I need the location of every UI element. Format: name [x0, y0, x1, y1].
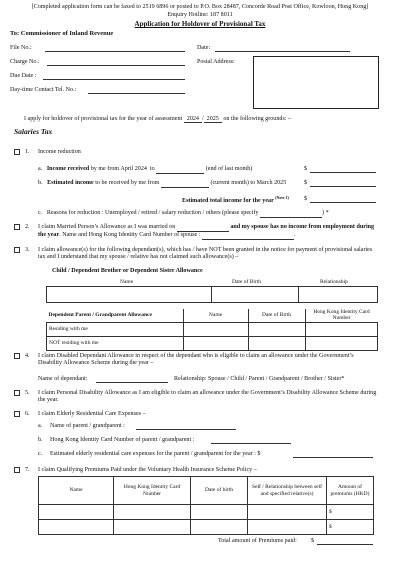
- dependant-name-label: Name of dependant:: [38, 376, 88, 382]
- s1c-row: c. Reasons for reduction : Unemployed / retired / salary reduction / others (please specify ) *: [38, 210, 329, 216]
- reason-specify-field[interactable]: [260, 210, 322, 218]
- parent-notresiding-dob[interactable]: [248, 336, 305, 350]
- estimated-total-label: Estimated total income for the year $^{(Note 1)}$: [182, 195, 289, 205]
- s6a-text: Name of parent / grandparent :: [50, 423, 125, 429]
- vhis-col-hkid: Hong Kong Identity Card Number: [114, 477, 191, 505]
- enquiry-hotline: Enquiry Hotline: 187 8011: [167, 12, 233, 18]
- vhis-total-label: Total amount of Premiums paid:: [218, 538, 297, 544]
- s2-text: I claim Married Person’s Allowance as I was married on and my spouse has no income from employment during the year. Name and Hong Kong Identity Card Number of spouse : .: [38, 224, 375, 238]
- s1-title: Income reduction: [38, 149, 81, 155]
- due-date-label: Due Date :: [10, 73, 37, 79]
- file-no-field[interactable]: [45, 51, 185, 52]
- charge-no-field[interactable]: [47, 65, 185, 66]
- vhis-row2-dob[interactable]: [191, 520, 248, 535]
- form-title: Application for Holdover of Provisional Tax: [134, 20, 266, 28]
- parent-notresiding-name[interactable]: [183, 336, 248, 350]
- parent-row-not-residing: NOT residing with me: [47, 336, 184, 350]
- child-relationship-cell[interactable]: [299, 287, 378, 303]
- parent-notresiding-hkid[interactable]: [305, 336, 378, 350]
- s7-num: 7.: [25, 467, 30, 473]
- parent-residing-dob[interactable]: [248, 322, 305, 336]
- vhis-row1-dob[interactable]: [191, 505, 248, 520]
- parent-name-field[interactable]: [136, 429, 236, 430]
- vhis-row2-hkid[interactable]: [114, 520, 191, 535]
- file-no-label: File No.:: [10, 45, 32, 51]
- marriage-date-field[interactable]: [177, 224, 229, 232]
- parent-col-name: Name: [183, 309, 248, 322]
- s1a-row: a. Income received by me from April 2024 to (end of last month): [38, 166, 253, 172]
- child-col-dob: Date of Birth: [232, 279, 262, 285]
- checkbox-married-person[interactable]: [14, 224, 20, 230]
- s4-num: 4.: [25, 353, 30, 359]
- spouse-name-id-field[interactable]: [202, 232, 294, 240]
- child-col-relationship: Relationship: [320, 279, 348, 285]
- child-allowance-table: [46, 286, 378, 303]
- vhis-row1-relationship[interactable]: [248, 505, 327, 520]
- addressee: To: Commissioner of Inland Revenue: [10, 30, 114, 37]
- vhis-total-dollar: $: [311, 538, 315, 544]
- parent-residing-name[interactable]: [183, 322, 248, 336]
- s6c-text: Estimated elderly residential care expenses for the parent / grandparent for the year : $: [50, 451, 261, 457]
- year-to[interactable]: 2025: [204, 116, 222, 123]
- vhis-row2-name[interactable]: [39, 520, 114, 535]
- vhis-col-dob: Date of birth: [191, 477, 248, 505]
- parent-row-residing: Residing with me: [47, 322, 184, 336]
- vhis-col-relationship: Self / Relationship between self and specified relative(s): [248, 477, 327, 505]
- postal-address-label: Postal Address:: [197, 59, 235, 65]
- s3-text: I claim allowance(s) for the following dependant(s), which has / have NOT been granted in the notice for payment of provisional salaries tax and I understand that my spouse / relative has not claimed such allowance(s) –: [38, 247, 373, 260]
- estimated-income-amount[interactable]: [310, 186, 376, 187]
- vhis-total-field[interactable]: [317, 544, 373, 545]
- checkbox-dependants[interactable]: [14, 247, 20, 253]
- vhis-row1-amount[interactable]: $: [327, 505, 374, 520]
- s1b-dollar: $: [304, 180, 308, 186]
- checkbox-vhis-premiums[interactable]: [14, 467, 20, 473]
- parent-residing-hkid[interactable]: [305, 322, 378, 336]
- s6b-label: b.: [38, 437, 43, 443]
- s6-num: 6.: [25, 411, 30, 417]
- daytime-tel-field[interactable]: [88, 93, 185, 94]
- s2-num: 2.: [25, 224, 30, 230]
- vhis-row1-name[interactable]: [39, 505, 114, 520]
- charge-no-label: Charge No.:: [10, 59, 40, 65]
- parent-hkid-field[interactable]: [211, 443, 291, 444]
- s5-num: 5.: [25, 390, 30, 396]
- s6b-text: Hong Kong Identity Card Number of parent / grandparent :: [50, 437, 195, 443]
- date-field[interactable]: [215, 51, 350, 52]
- s3-num: 3.: [25, 247, 30, 253]
- s6c-label: c.: [38, 451, 43, 457]
- parent-col-hkid: Hong Kong Identity Card Number: [305, 309, 378, 322]
- checkbox-personal-disability[interactable]: [14, 390, 20, 396]
- s1-num: 1.: [25, 149, 30, 155]
- dependant-name-field[interactable]: [96, 382, 168, 383]
- s6a-label: a.: [38, 423, 43, 429]
- vhis-row2-amount[interactable]: $: [327, 520, 374, 535]
- s6-text: I claim Elderly Residential Care Expenses –: [38, 411, 146, 417]
- salaries-tax-heading: Salaries Tax: [14, 127, 53, 136]
- parent-allowance-heading: Dependent Parent / Grandparent Allowance: [47, 309, 184, 322]
- income-end-month-field[interactable]: [156, 166, 204, 174]
- child-col-name: Name: [120, 279, 134, 285]
- vhis-premiums-table: [38, 476, 374, 535]
- child-dob-cell[interactable]: [212, 287, 299, 303]
- intro-line: I apply for holdover of provisional tax for the year of assessment 2024 / 2025 on the following grounds: –: [24, 116, 292, 122]
- checkbox-disabled-dependant[interactable]: [14, 353, 20, 359]
- daytime-tel-label: Day-time Contact Tel. No.:: [10, 87, 77, 93]
- income-received-amount[interactable]: [310, 172, 376, 173]
- child-name-cell[interactable]: [47, 287, 212, 303]
- vhis-col-name: Name: [39, 477, 114, 505]
- s5-text: I claim Personal Disability Allowance as I am eligible to claim an allowance under the Government’s Disability Allowance Scheme during the year.: [38, 390, 377, 403]
- s1-total-dollar: $: [304, 196, 308, 202]
- year-from[interactable]: 2024: [184, 116, 202, 123]
- s1b-row: b. Estimated income to be received by me from (current month) to March 2025: [38, 180, 287, 186]
- date-label: Date:: [197, 45, 211, 51]
- checkbox-income-reduction[interactable]: [14, 149, 20, 155]
- care-expenses-field[interactable]: [293, 457, 373, 458]
- s4-text: I claim Disabled Dependant Allowance in respect of the dependant who is eligible to claim an allowance under the Government’s Disability Allowance Scheme during the year –: [38, 353, 354, 366]
- checkbox-elderly-care[interactable]: [14, 411, 20, 417]
- vhis-row2-relationship[interactable]: [248, 520, 327, 535]
- header-instructions: [Completed application form can be faxed to 2519 6896 or posted to P.O. Box 28487, Concorde Road Post Office, Kowloon, Hong Kong]: [31, 4, 369, 10]
- parent-col-dob: Date of Birth: [248, 309, 305, 322]
- s7-text: I claim Qualifying Premiums Paid under the Voluntary Health Insurance Scheme Policy –: [38, 467, 257, 473]
- parent-allowance-table: [46, 309, 378, 351]
- child-allowance-heading: Child / Dependent Brother or Dependent Sister Allowance: [52, 268, 203, 274]
- vhis-row1-hkid[interactable]: [114, 505, 191, 520]
- vhis-col-amount: Amount of premiums (HKD): [327, 477, 374, 505]
- s1a-dollar: $: [304, 166, 308, 172]
- due-date-field[interactable]: [43, 79, 185, 80]
- estimated-total-amount[interactable]: [310, 202, 376, 203]
- current-month-field[interactable]: [161, 180, 209, 188]
- postal-address-box[interactable]: [253, 56, 379, 109]
- dependant-relationship: Relationship: Spouse / Child / Parent / Grandparent / Brother / Sister*: [174, 376, 345, 382]
